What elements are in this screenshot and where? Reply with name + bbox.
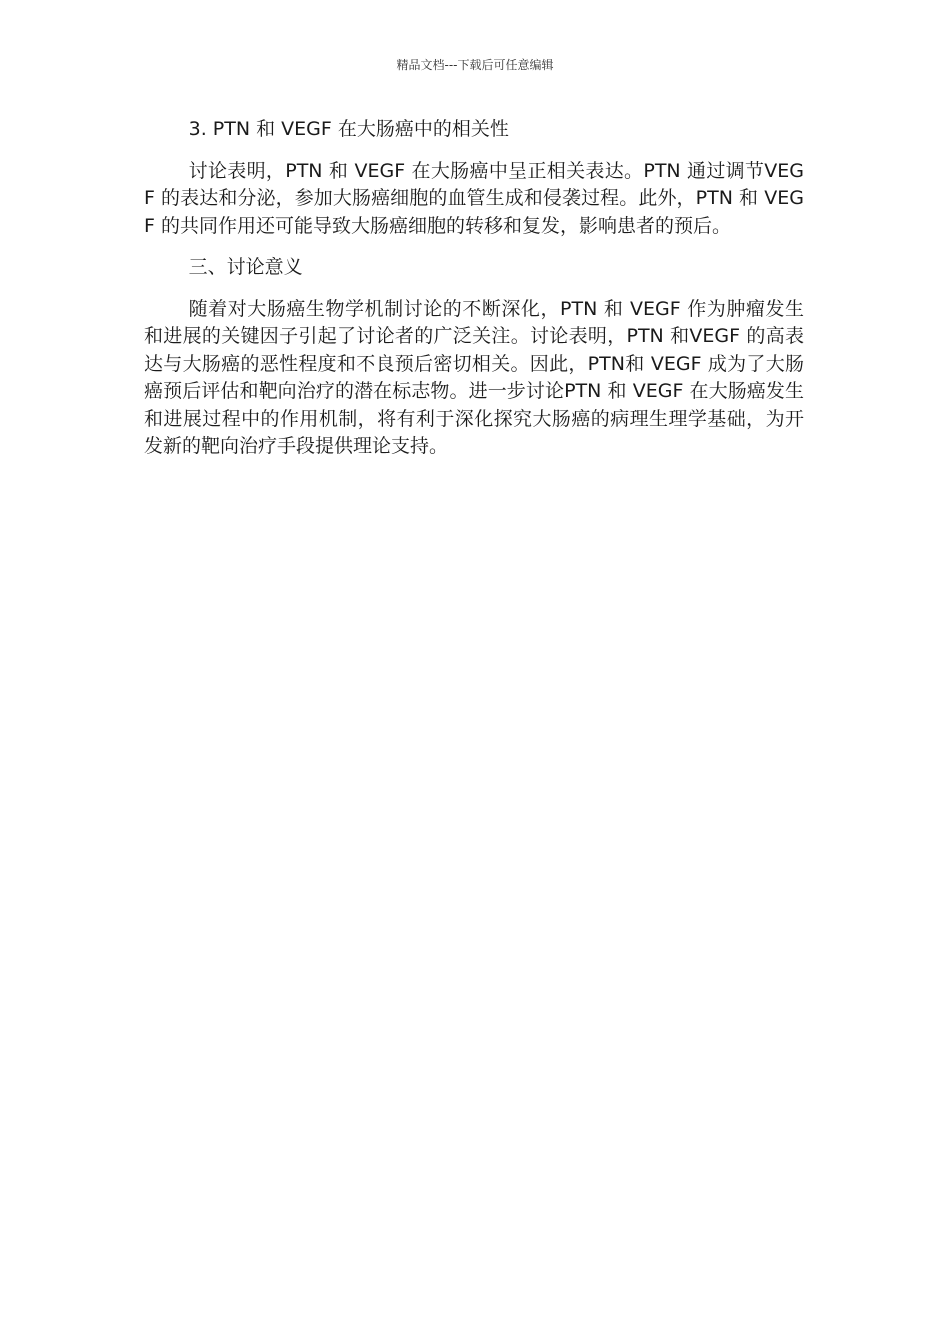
part-3-heading: 三、讨论意义 <box>188 256 303 278</box>
part-3-paragraph: 随着对大肠癌生物学机制讨论的不断深化，PTN 和 VEGF 作为肿瘤发生和进展的关键因子引起了讨论者的广泛关注。讨论表明，PTN 和VEGF 的高表达与大肠癌的恶性程度和不良预后密切相关。因此，PTN和 VEGF 成为了大肠癌预后评估和靶向治疗的潜在标志物。进一步讨论PTN 和 VEGF 在大肠癌发生和进展过程中的作用机制，将有利于深化探究大肠癌的病理生理学基础，为开发新的靶向治疗手段提供理论支持。 <box>144 297 804 457</box>
document-body <box>144 116 804 461</box>
section-3-paragraph: 讨论表明，PTN 和 VEGF 在大肠癌中呈正相关表达。PTN 通过调节VEGF 的表达和分泌，参加大肠癌细胞的血管生成和侵袭过程。此外，PTN 和 VEGF 的共同作用还可能导致大肠癌细胞的转移和复发，影响患者的预后。 <box>144 159 804 237</box>
section-3-heading: 3. PTN 和 VEGF 在大肠癌中的相关性 <box>188 118 509 140</box>
page-header-note: 精品文档---下载后可任意编辑 <box>396 58 554 72</box>
